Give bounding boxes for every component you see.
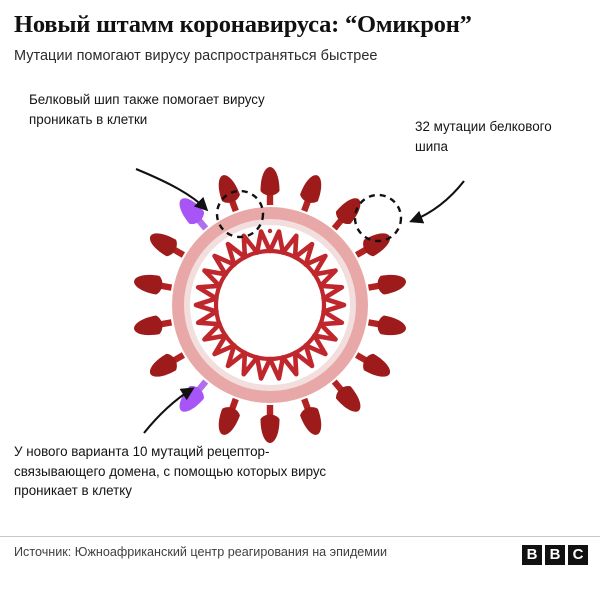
annotation-rbd-mutations: У нового варианта 10 мутаций рецептор-связывающего домена, с помощью которых вирус проникает в клетку xyxy=(14,444,327,498)
logo-letter-b2: B xyxy=(545,545,565,565)
leader-arrow-mutations xyxy=(412,181,464,221)
source-caption: Источник: Южноафриканский центр реагирования на эпидемии xyxy=(14,545,388,559)
annotation-spike-mutations: 32 мутации белкового шипа xyxy=(415,119,552,154)
footer-divider xyxy=(0,536,600,537)
bbc-logo xyxy=(522,545,588,565)
virus-diagram xyxy=(130,155,470,455)
page-subtitle: Мутации помогают вирусу распространяться быстрее xyxy=(14,48,378,64)
leader-arrow-spike xyxy=(136,169,206,209)
logo-letter-b1: B xyxy=(522,545,542,565)
page-title: Новый штамм коронавируса: “Омикрон” xyxy=(14,11,472,38)
header xyxy=(0,0,600,66)
annotation-spike-protein: Белковый шип также помогает вирусу проникать в клетки xyxy=(29,92,265,127)
logo-letter-c: C xyxy=(568,545,588,565)
